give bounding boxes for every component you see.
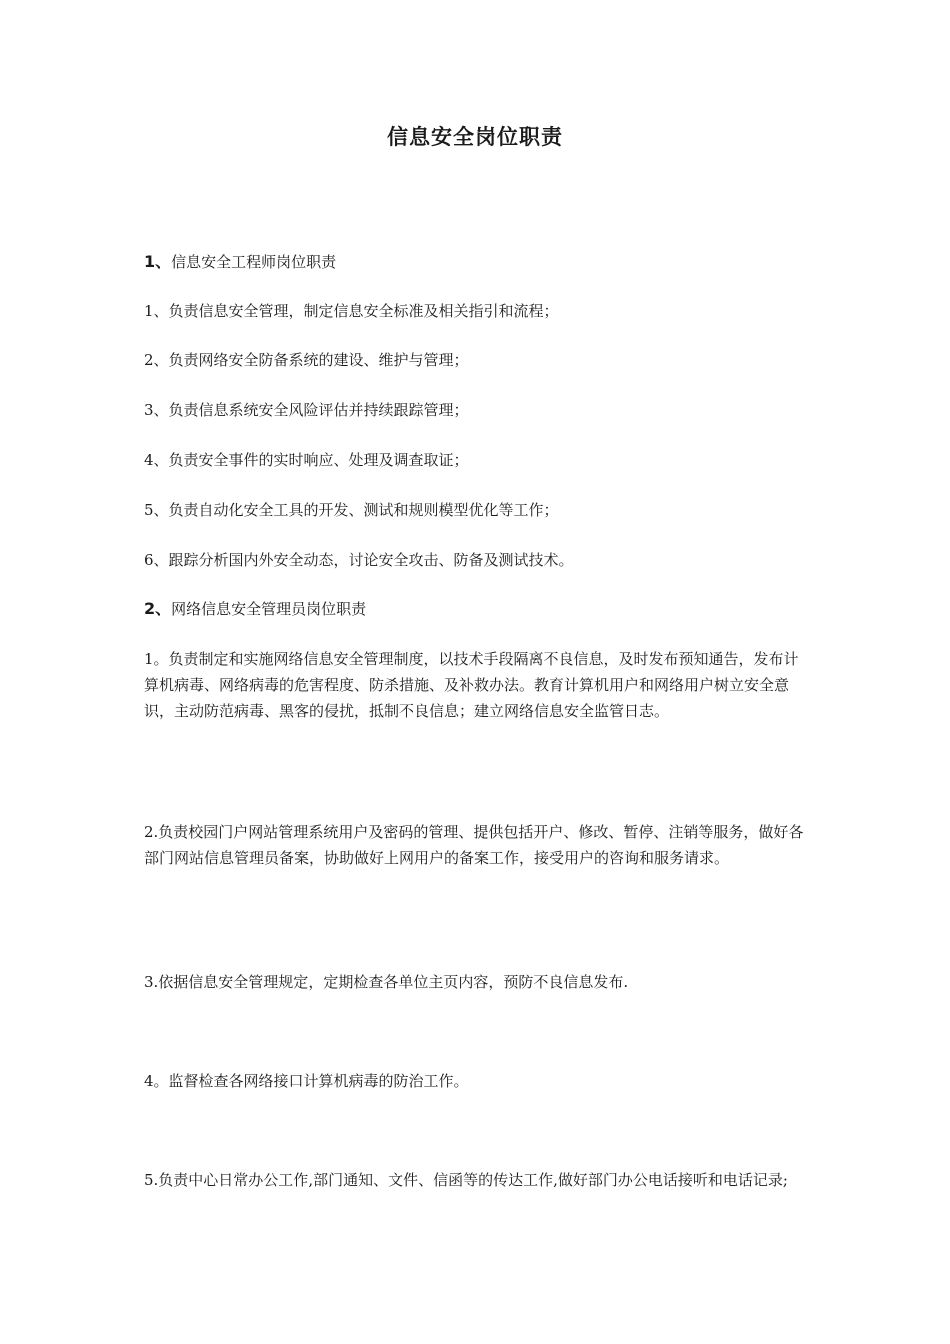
document-title: 信息安全岗位职责 [387,125,563,149]
section-1-heading [144,249,804,275]
section-2-item-3: 3.依据信息安全管理规定，定期检查各单位主页内容，预防不良信息发布. [144,973,629,991]
section-2-item-5: 5.负责中心日常办公工作,部门通知、文件、信函等的传达工作,做好部门办公电话接听和电话记录; [144,1171,788,1189]
section-1-item-6: 6、跟踪分析国内外安全动态，讨论安全攻击、防备及测试技术。 [144,551,574,569]
section-2-item-4: 4。监督检查各网络接口计算机病毒的防治工作。 [144,1072,469,1090]
section-1-item-2: 2、负责网络安全防备系统的建设、维护与管理； [144,351,469,369]
section-1-item-3: 3、负责信息系统安全风险评估并持续跟踪管理； [144,401,469,419]
section-2-number: 2、 [144,599,172,618]
section-1-item-4: 4、负责安全事件的实时响应、处理及调查取证； [144,451,469,469]
section-1-item-5: 5、负责自动化安全工具的开发、测试和规则模型优化等工作； [144,501,559,519]
section-1-title: 信息安全工程师岗位职责 [171,253,337,271]
section-2-item-2: 2.负责校园门户网站管理系统用户及密码的管理、提供包括开户、修改、暂停、注销等服务，做好各部门网站信息管理员备案，协助做好上网用户的备案工作，接受用户的咨询和服务请求。 [144,823,804,867]
section-2-title: 网络信息安全管理员岗位职责 [171,600,367,618]
section-2-item-1: 1。负责制定和实施网络信息安全管理制度，以技术手段隔离不良信息，及时发布预知通告，发布计算机病毒、网络病毒的危害程度、防杀措施、及补救办法。教育计算机用户和网络用户树立安全意识，主动防范病毒、黑客的侵扰，抵制不良信息；建立网络信息安全监管日志。 [144,650,799,720]
section-1-number: 1、 [144,252,172,271]
section-2-heading [144,596,804,622]
section-1-item-1: 1、负责信息安全管理，制定信息安全标准及相关指引和流程； [144,302,559,320]
